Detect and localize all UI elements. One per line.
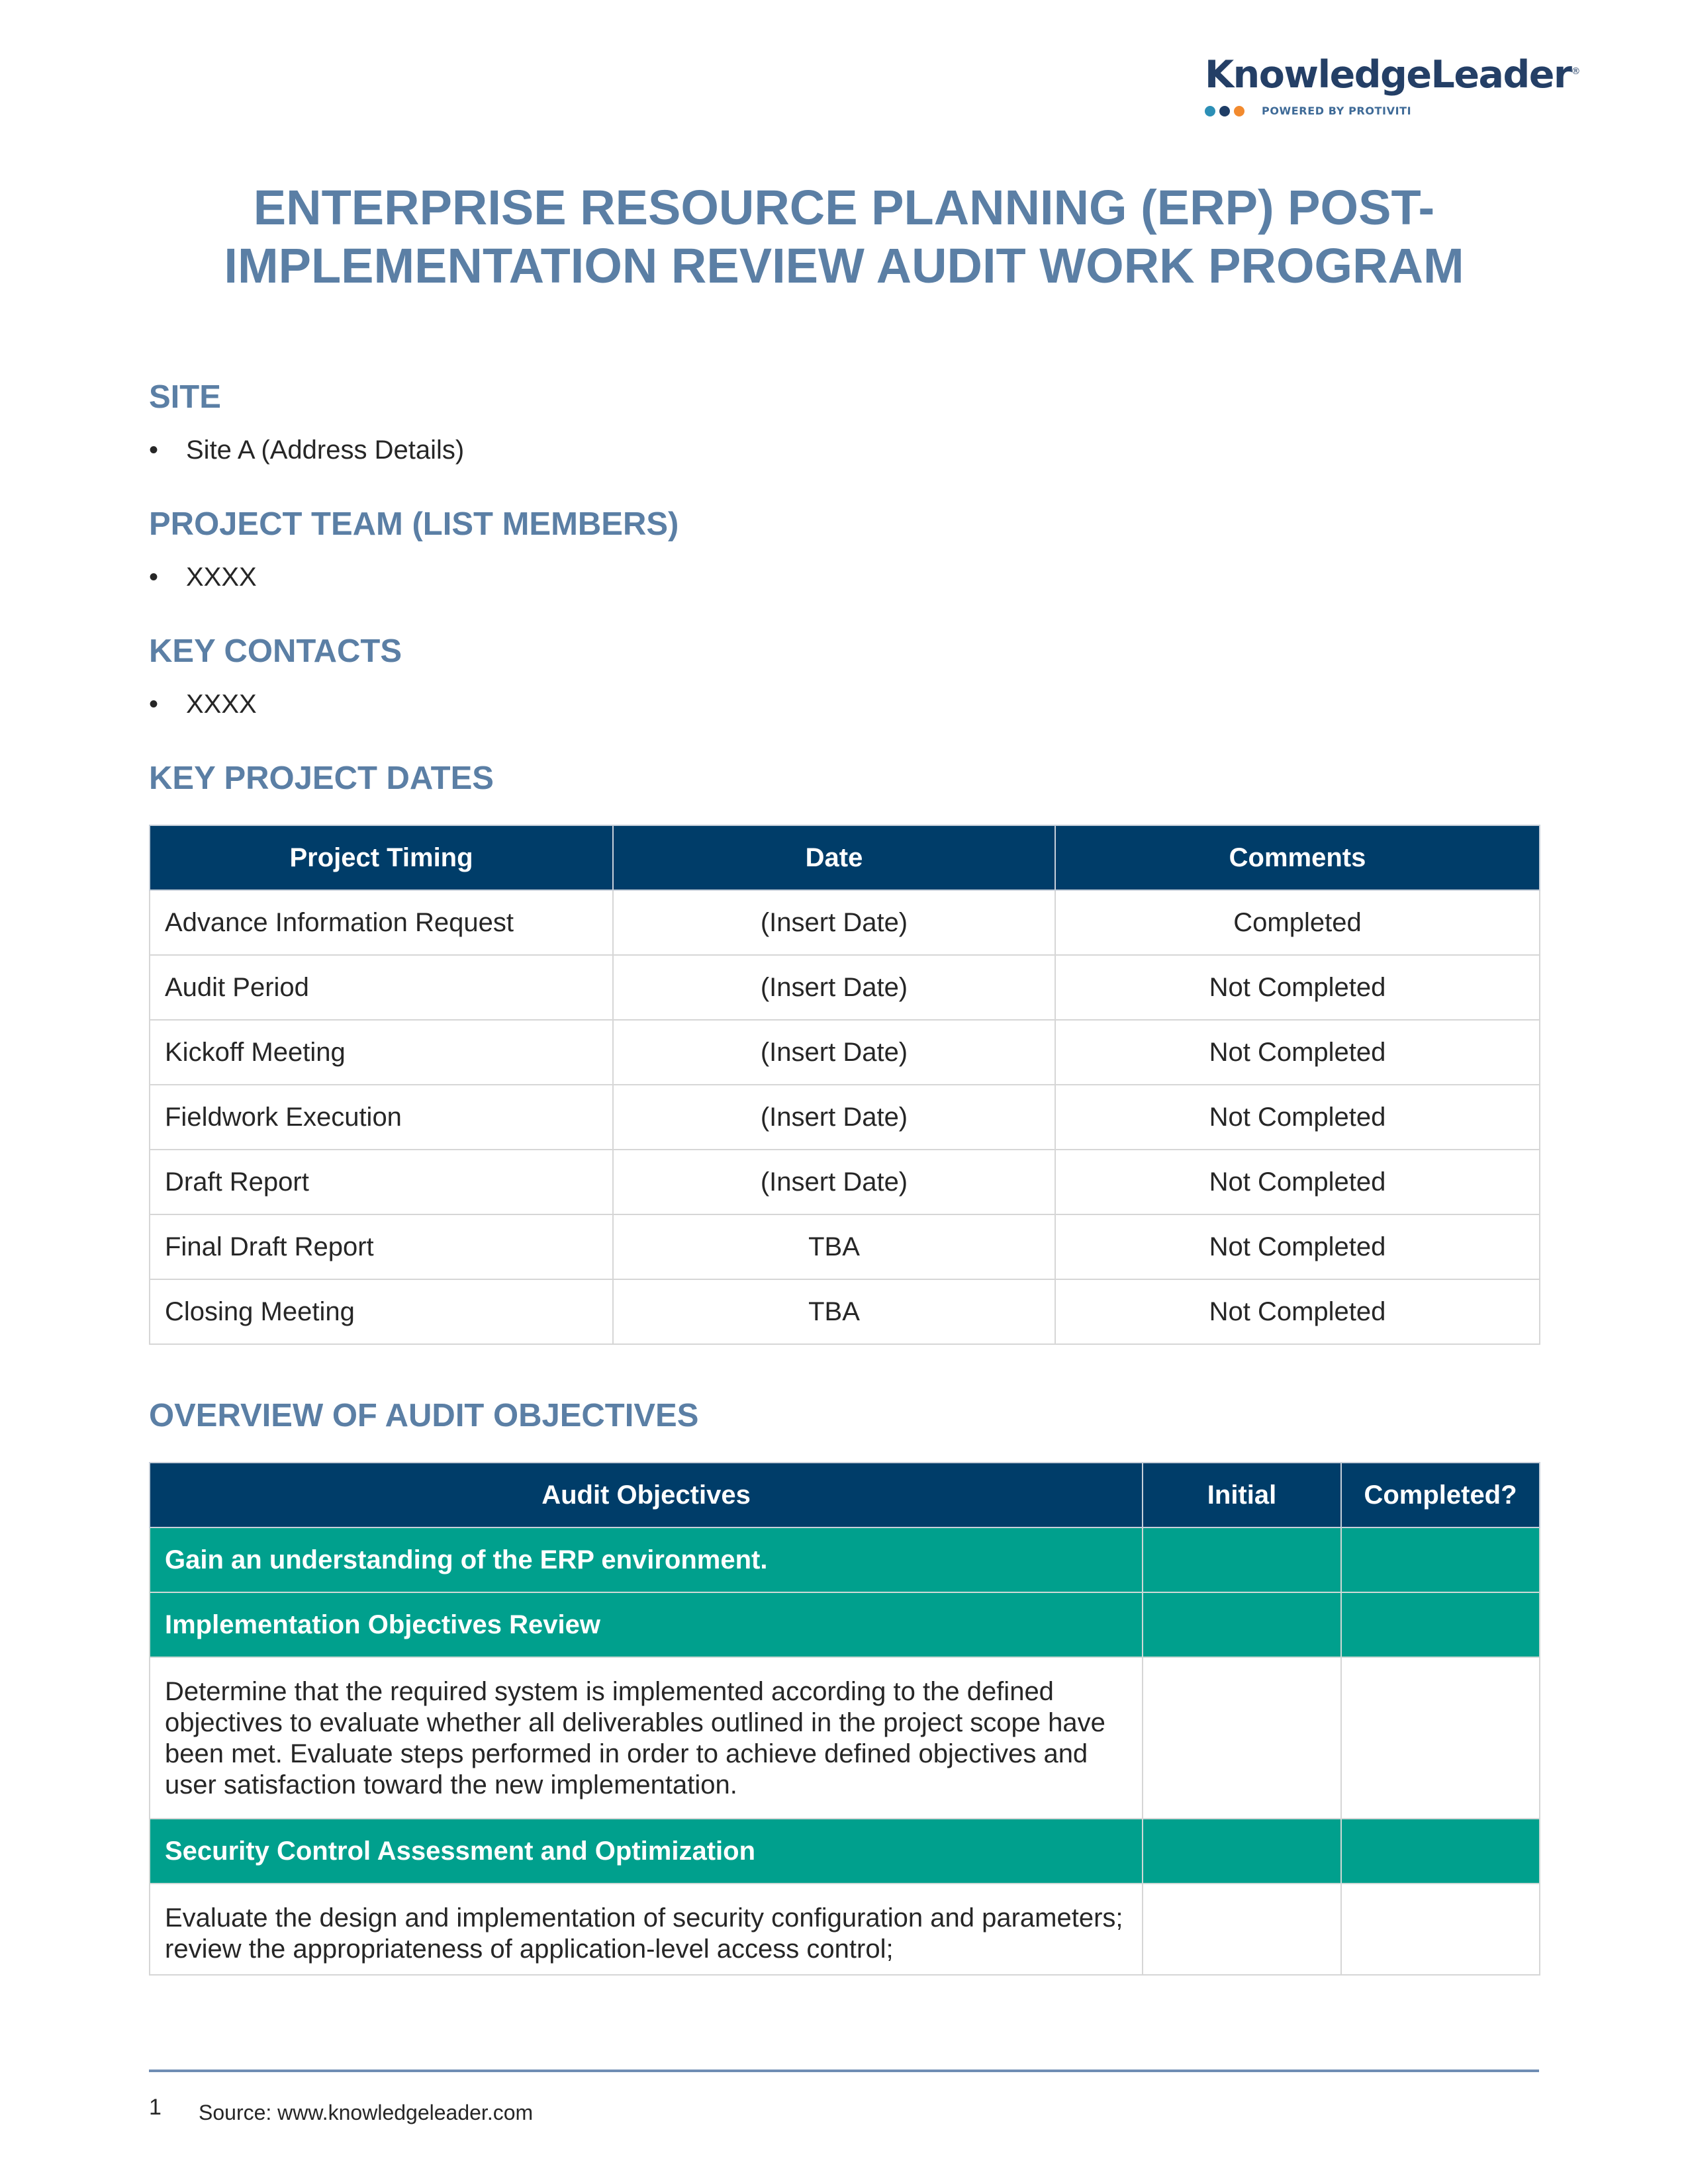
bullet-icon: • xyxy=(149,690,159,719)
key-dates-table xyxy=(149,825,1540,1345)
project-team-item-text: XXXX xyxy=(186,563,257,592)
date-cell: (Insert Date) xyxy=(613,1085,1055,1150)
column-header: Completed? xyxy=(1341,1463,1540,1527)
comments-cell: Not Completed xyxy=(1055,1150,1540,1214)
date-cell: TBA xyxy=(613,1279,1055,1344)
comments-cell: Not Completed xyxy=(1055,1085,1540,1150)
objective-description: Determine that the required system is implemented according to the defined objectives to evaluate whether all deliverables outlined in the project scope have been met. Evaluate steps performed in order to achieve defined objectives and user satisfaction toward the new implementation. xyxy=(150,1657,1143,1819)
footer-divider xyxy=(149,2070,1539,2072)
comments-cell: Completed xyxy=(1055,890,1540,955)
project-team-item xyxy=(149,563,257,592)
timing-cell: Kickoff Meeting xyxy=(150,1020,613,1085)
table-row xyxy=(150,1150,1540,1214)
initial-cell[interactable] xyxy=(1143,1592,1341,1657)
table-header-row xyxy=(150,825,1540,890)
completed-cell[interactable] xyxy=(1341,1819,1540,1884)
table-row xyxy=(150,1279,1540,1344)
bullet-icon: • xyxy=(149,435,159,465)
comments-cell: Not Completed xyxy=(1055,1020,1540,1085)
key-dates-heading: KEY PROJECT DATES xyxy=(149,760,494,796)
section-row xyxy=(150,1592,1540,1657)
completed-cell[interactable] xyxy=(1341,1657,1540,1819)
date-cell: TBA xyxy=(613,1214,1055,1279)
initial-cell[interactable] xyxy=(1143,1884,1341,1975)
objective-row xyxy=(150,1657,1540,1819)
date-cell: (Insert Date) xyxy=(613,890,1055,955)
initial-cell[interactable] xyxy=(1143,1657,1341,1819)
document-title: ENTERPRISE RESOURCE PLANNING (ERP) POST-IMPLEMENTATION REVIEW AUDIT WORK PROGRAM xyxy=(224,180,1464,293)
logo-tagline: POWERED BY PROTIVITI xyxy=(1262,105,1412,117)
key-contacts-item xyxy=(149,690,257,719)
section-title: Implementation Objectives Review xyxy=(150,1592,1143,1657)
section-row xyxy=(150,1819,1540,1884)
table-row xyxy=(150,1020,1540,1085)
comments-cell: Not Completed xyxy=(1055,1279,1540,1344)
table-row xyxy=(150,1085,1540,1150)
objective-row xyxy=(150,1884,1540,1975)
completed-cell[interactable] xyxy=(1341,1527,1540,1592)
timing-cell: Final Draft Report xyxy=(150,1214,613,1279)
column-header: Comments xyxy=(1055,825,1540,890)
completed-cell[interactable] xyxy=(1341,1592,1540,1657)
comments-cell: Not Completed xyxy=(1055,1214,1540,1279)
table-row xyxy=(150,955,1540,1020)
initial-cell[interactable] xyxy=(1143,1527,1341,1592)
table-header-row xyxy=(150,1463,1540,1527)
audit-objectives-table xyxy=(149,1462,1540,1976)
logo-dot-icon xyxy=(1234,106,1244,116)
timing-cell: Draft Report xyxy=(150,1150,613,1214)
bullet-icon: • xyxy=(149,563,159,592)
date-cell: (Insert Date) xyxy=(613,955,1055,1020)
timing-cell: Audit Period xyxy=(150,955,613,1020)
section-title: Gain an understanding of the ERP environment. xyxy=(150,1527,1143,1592)
section-title: Security Control Assessment and Optimization xyxy=(150,1819,1143,1884)
column-header: Date xyxy=(613,825,1055,890)
section-row xyxy=(150,1527,1540,1592)
knowledgeleader-logo xyxy=(1205,53,1580,117)
page-number: 1 xyxy=(149,2095,162,2120)
table-row xyxy=(150,1214,1540,1279)
initial-cell[interactable] xyxy=(1143,1819,1341,1884)
registered-mark: ® xyxy=(1571,66,1580,77)
footer-source: Source: www.knowledgeleader.com xyxy=(199,2101,534,2124)
site-heading: SITE xyxy=(149,379,221,415)
timing-cell: Fieldwork Execution xyxy=(150,1085,613,1150)
logo-wordmark: KnowledgeLeader® xyxy=(1205,53,1580,97)
key-contacts-heading: KEY CONTACTS xyxy=(149,633,402,669)
table-row xyxy=(150,890,1540,955)
logo-dot-icon xyxy=(1205,106,1215,116)
objectives-heading: OVERVIEW OF AUDIT OBJECTIVES xyxy=(149,1398,699,1433)
date-cell: (Insert Date) xyxy=(613,1150,1055,1214)
objective-description: Evaluate the design and implementation of security configuration and parameters; review the appropriateness of application-level access control; xyxy=(150,1884,1143,1975)
timing-cell: Closing Meeting xyxy=(150,1279,613,1344)
column-header: Project Timing xyxy=(150,825,613,890)
key-contacts-item-text: XXXX xyxy=(186,690,257,719)
column-header: Audit Objectives xyxy=(150,1463,1143,1527)
project-team-heading: PROJECT TEAM (LIST MEMBERS) xyxy=(149,506,679,542)
comments-cell: Not Completed xyxy=(1055,955,1540,1020)
site-item xyxy=(149,435,464,465)
logo-subline xyxy=(1205,105,1536,117)
timing-cell: Advance Information Request xyxy=(150,890,613,955)
column-header: Initial xyxy=(1143,1463,1341,1527)
logo-dot-icon xyxy=(1219,106,1230,116)
site-item-text: Site A (Address Details) xyxy=(186,435,465,465)
date-cell: (Insert Date) xyxy=(613,1020,1055,1085)
completed-cell[interactable] xyxy=(1341,1884,1540,1975)
